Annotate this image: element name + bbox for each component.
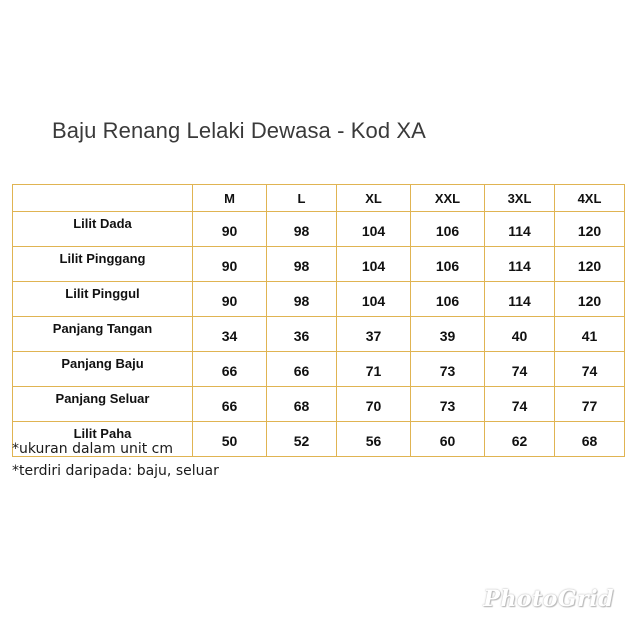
table-row — [13, 212, 625, 247]
table-row — [13, 387, 625, 422]
table-row — [13, 247, 625, 282]
table-cell: 39 — [411, 317, 485, 352]
table-cell: 56 — [337, 422, 411, 457]
size-header: M — [193, 185, 267, 212]
table-cell: 120 — [555, 282, 625, 317]
table-cell: 52 — [267, 422, 337, 457]
header-label-cell — [13, 185, 193, 212]
table-cell: 66 — [193, 387, 267, 422]
table-cell: 90 — [193, 247, 267, 282]
table-cell: 34 — [193, 317, 267, 352]
table-cell: 90 — [193, 282, 267, 317]
table-cell: 104 — [337, 282, 411, 317]
table-cell: 74 — [555, 352, 625, 387]
table-cell: 68 — [267, 387, 337, 422]
size-header: 3XL — [485, 185, 555, 212]
notes — [12, 438, 219, 482]
row-label: Lilit Pinggul — [13, 282, 193, 317]
page-title: Baju Renang Lelaki Dewasa - Kod XA — [52, 118, 426, 143]
row-label: Panjang Baju — [13, 352, 193, 387]
table-cell: 37 — [337, 317, 411, 352]
table-cell: 62 — [485, 422, 555, 457]
size-header: XXL — [411, 185, 485, 212]
photogrid-watermark: PhotoGrid — [483, 586, 614, 612]
note-contents: *terdiri daripada: baju, seluar — [12, 463, 219, 479]
table-cell: 120 — [555, 247, 625, 282]
table-cell: 50 — [193, 422, 267, 457]
table-cell: 60 — [411, 422, 485, 457]
row-label: Panjang Tangan — [13, 317, 193, 352]
table-row — [13, 352, 625, 387]
row-label: Lilit Paha — [13, 422, 193, 457]
table-cell: 40 — [485, 317, 555, 352]
table-cell: 41 — [555, 317, 625, 352]
table-cell: 114 — [485, 212, 555, 247]
table-cell: 90 — [193, 212, 267, 247]
row-label: Lilit Dada — [13, 212, 193, 247]
note-unit: *ukuran dalam unit cm — [12, 441, 174, 457]
table-cell: 36 — [267, 317, 337, 352]
size-header: 4XL — [555, 185, 625, 212]
table-cell: 66 — [193, 352, 267, 387]
size-header: XL — [337, 185, 411, 212]
table-cell: 114 — [485, 282, 555, 317]
table-cell: 73 — [411, 387, 485, 422]
table-cell: 98 — [267, 282, 337, 317]
table-cell: 70 — [337, 387, 411, 422]
table-cell: 106 — [411, 212, 485, 247]
size-table — [12, 184, 625, 457]
table-header-row — [13, 185, 625, 212]
table-row — [13, 317, 625, 352]
row-label: Panjang Seluar — [13, 387, 193, 422]
table-row — [13, 282, 625, 317]
table-cell: 98 — [267, 247, 337, 282]
table-cell: 77 — [555, 387, 625, 422]
table-cell: 104 — [337, 212, 411, 247]
table-cell: 98 — [267, 212, 337, 247]
table-cell: 66 — [267, 352, 337, 387]
table-cell: 120 — [555, 212, 625, 247]
table-cell: 106 — [411, 247, 485, 282]
table-cell: 73 — [411, 352, 485, 387]
table-cell: 68 — [555, 422, 625, 457]
table-cell: 74 — [485, 352, 555, 387]
table-cell: 106 — [411, 282, 485, 317]
table-cell: 114 — [485, 247, 555, 282]
row-label: Lilit Pinggang — [13, 247, 193, 282]
table-cell: 104 — [337, 247, 411, 282]
table-cell: 71 — [337, 352, 411, 387]
size-header: L — [267, 185, 337, 212]
table-cell: 74 — [485, 387, 555, 422]
